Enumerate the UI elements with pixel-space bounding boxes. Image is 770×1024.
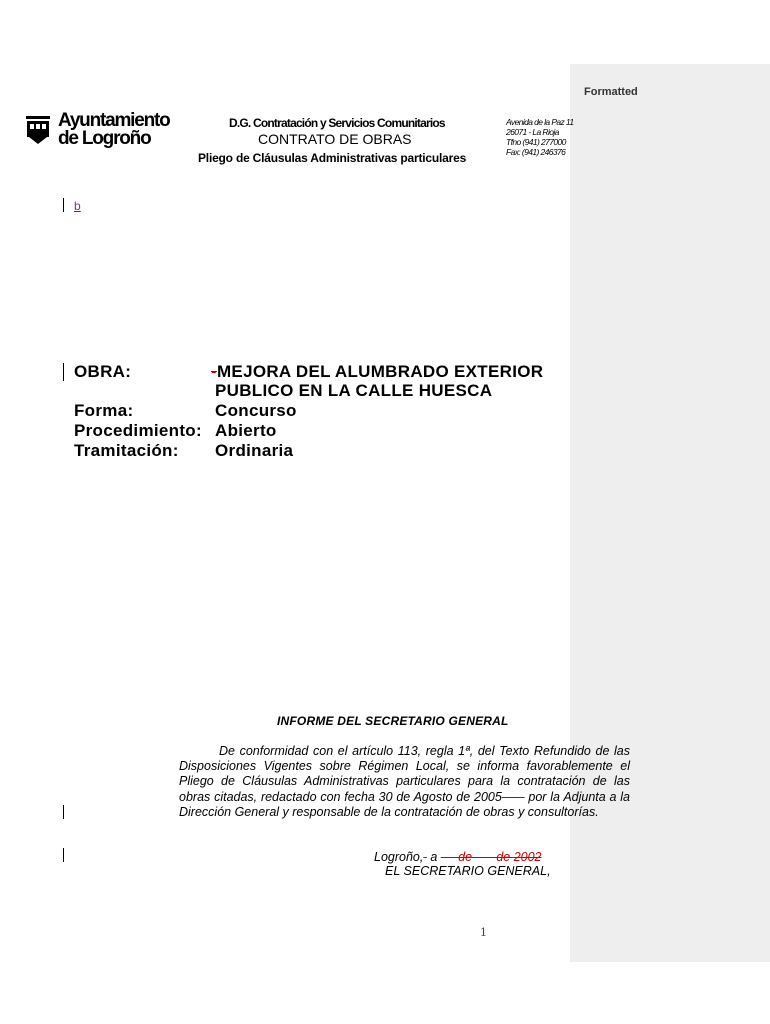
organization-name (58, 112, 170, 148)
signature-deleted-date: de de 2002 (440, 850, 542, 864)
obra-label: OBRA: (74, 362, 132, 381)
address-fax: Fax: (941) 246376 (506, 147, 566, 157)
organization-name-line2: de Logroño (58, 128, 151, 149)
report-body (179, 744, 630, 820)
procedimiento-value: Abierto (215, 421, 277, 440)
signature-day-prefix: a (426, 850, 441, 864)
organization-name-line1: Ayuntamiento (58, 110, 170, 131)
city-crest-icon (26, 116, 50, 144)
obra-value-text: MEJORA DEL ALUMBRADO EXTERIOR (216, 362, 544, 381)
signature-title: EL SECRETARIO GENERAL, (385, 864, 551, 878)
document-subtitle: Pliego de Cláusulas Administrativas particulares (198, 151, 467, 165)
forma-value: Concurso (215, 401, 297, 420)
change-bar (63, 848, 64, 862)
procedimiento-label: Procedimiento: (74, 421, 202, 440)
change-bar (63, 363, 64, 381)
signature-place: Logroño, (374, 850, 424, 864)
forma-label: Forma: (74, 401, 134, 420)
report-title: INFORME DEL SECRETARIO GENERAL (277, 714, 509, 728)
comments-pane-title: Formatted (584, 86, 638, 98)
address-phone: Tfno (941) 277000 (506, 137, 566, 147)
obra-deleted-text: - (211, 362, 217, 381)
report-body-deleted (502, 790, 525, 804)
department-name: D.G. Contratación y Servicios Comunitarios (229, 116, 445, 130)
address-block (506, 117, 574, 157)
obra-value-line1 (211, 362, 543, 382)
obra-value-line2: PUBLICO EN LA CALLE HUESCA (215, 381, 493, 400)
report-body-part1: De conformidad con el artículo 113, regla 1ª, del Texto Refundido de las Disposiciones Vigentes sobre Régimen Local, se informa favorablemente el Pliego de Cláusulas Administrativas particulares para la contratación de las obras citadas, redactado con fecha 30 de Agosto de 2005 (179, 744, 630, 804)
address-street: Avenida de la Paz 11 (506, 117, 574, 127)
page-number: 1 (480, 926, 487, 939)
report-body-part2: por la Adjunta a la Dirección General y responsable de la contratación de obras y consultorías. (179, 789, 630, 819)
comments-pane (570, 64, 770, 962)
inserted-mark: b (74, 199, 81, 213)
contract-type: CONTRATO DE OBRAS (258, 131, 412, 147)
signature-place-date (374, 850, 542, 864)
change-bar (63, 198, 64, 212)
address-city: 26071 - La Rioja (506, 127, 559, 137)
change-bar (63, 805, 64, 819)
tramitacion-value: Ordinaria (215, 441, 294, 460)
tramitacion-label: Tramitación: (74, 441, 179, 460)
